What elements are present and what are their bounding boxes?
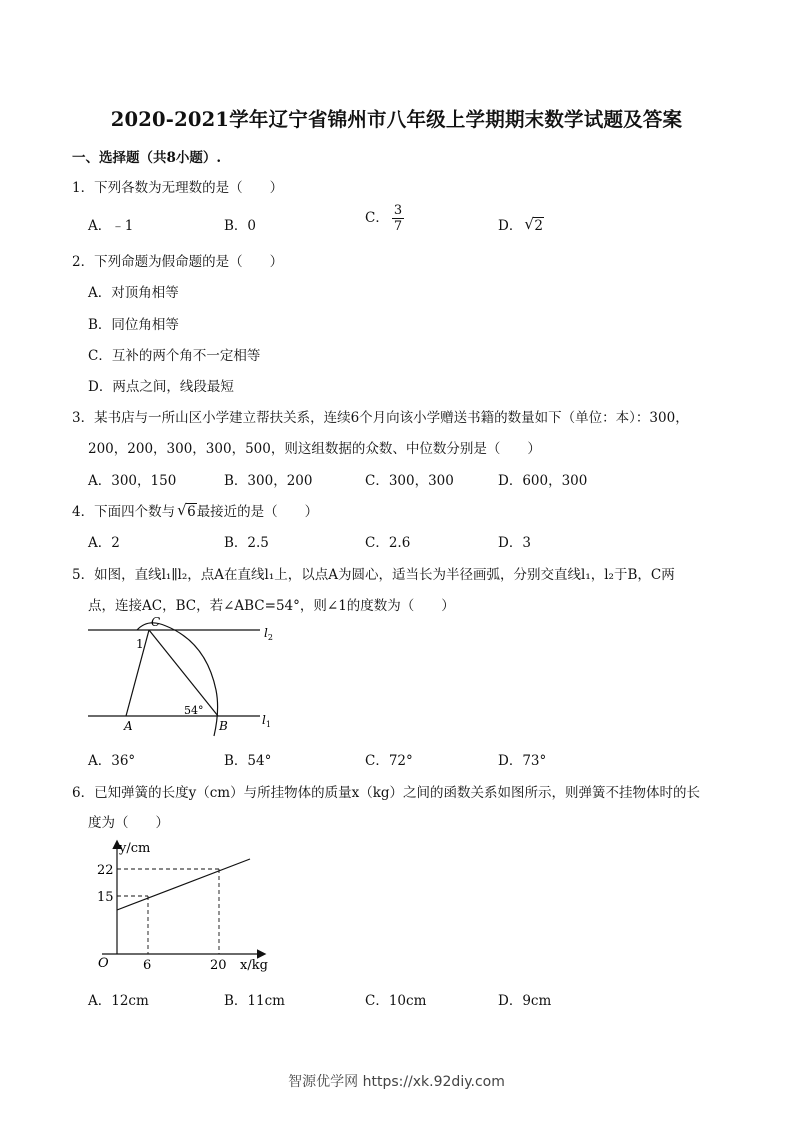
q1-option-c-prefix: C． [365, 210, 389, 226]
fraction-denominator: 7 [393, 219, 403, 234]
q3-option-b: B．300，200 [224, 473, 313, 489]
fraction-numerator: 3 [393, 203, 403, 218]
q4-stem [72, 500, 318, 520]
x-axis-label: x/kg [240, 958, 268, 973]
q4-option-b: B．2.5 [224, 535, 269, 551]
q5-figure [88, 612, 288, 742]
footer-watermark: 智源优学网 https://xk.92diy.com [288, 1074, 505, 1090]
q2-option-b: B．同位角相等 [88, 317, 179, 333]
q5-option-d: D．73° [498, 753, 547, 769]
q1-option-d-prefix: D． [498, 218, 523, 234]
q4-stem-pre: 4．下面四个数与 [72, 504, 176, 520]
q1-option-c [365, 204, 404, 233]
fraction [392, 204, 404, 233]
q6-stem-line1: 6．已知弹簧的长度y（cm）与所挂物体的质量x（kg）之间的函数关系如图所示，则弹簧不挂物体时的长 [72, 785, 701, 801]
sqrt-expression [524, 215, 544, 234]
q6-option-c: C．10cm [365, 993, 427, 1009]
y-axis-label: y/cm [119, 841, 151, 856]
label-l1-main: l [262, 713, 266, 727]
label-c: C [151, 615, 161, 629]
label-angle-54: 54° [184, 704, 204, 717]
radicand: 2 [534, 218, 543, 234]
q6-option-a: A．12cm [88, 993, 149, 1009]
q2-option-c: C．互补的两个角不一定相等 [88, 348, 261, 364]
q5-option-a: A．36° [88, 753, 136, 769]
sqrt-expression [177, 501, 197, 520]
q3-option-a: A．300，150 [88, 473, 177, 489]
label-angle-1: 1 [136, 637, 144, 651]
q6-option-d: D．9cm [498, 993, 552, 1009]
q2-option-a: A．对顶角相等 [88, 285, 179, 301]
q2-stem: 2．下列命题为假命题的是（ ） [72, 254, 284, 270]
q3-option-d: D．600，300 [498, 473, 588, 489]
q3-stem-line1: 3．某书店与一所山区小学建立帮扶关系，连续6个月向该小学赠送书籍的数量如下（单位：本）：300， [72, 410, 689, 426]
x-tick-20: 20 [210, 958, 227, 973]
q4-option-a: A．2 [88, 535, 120, 551]
label-l1-sub: 1 [265, 720, 271, 729]
q3-option-c: C．300，300 [365, 473, 454, 489]
arc [137, 623, 218, 736]
radicand: 6 [187, 504, 196, 520]
q2-option-d: D．两点之间，线段最短 [88, 379, 234, 395]
label-l2-sub: 2 [267, 633, 273, 642]
radical-icon: √ [524, 215, 534, 233]
label-l2 [264, 626, 273, 642]
label-a: A [124, 719, 133, 733]
function-line [117, 859, 250, 910]
q1-option-a: A．﹣1 [88, 218, 134, 234]
y-tick-22: 22 [97, 863, 114, 878]
q6-graph [88, 836, 288, 976]
q4-option-c: C．2.6 [365, 535, 411, 551]
q1-option-b: B．0 [224, 218, 257, 234]
x-tick-6: 6 [143, 958, 152, 973]
q1-stem: 1．下列各数为无理数的是（ ） [72, 180, 284, 196]
label-l1 [262, 713, 271, 729]
q1-option-d [498, 214, 544, 234]
label-b: B [219, 719, 228, 733]
y-tick-15: 15 [97, 890, 114, 905]
q5-option-c: C．72° [365, 753, 413, 769]
origin-label: O [98, 956, 109, 971]
page-title: 2020-2021学年辽宁省锦州市八年级上学期期末数学试题及答案 [110, 108, 683, 131]
q6-stem-line2: 度为（ ） [88, 815, 169, 831]
q3-stem-line2: 200，200，300，300，500，则这组数据的众数、中位数分别是（ ） [88, 441, 541, 457]
label-l2-main: l [264, 626, 268, 640]
section-heading: 一、选择题（共8小题）. [72, 150, 222, 166]
q4-option-d: D．3 [498, 535, 531, 551]
radical-icon: √ [177, 501, 187, 519]
q5-option-b: B．54° [224, 753, 272, 769]
q4-stem-post: 最接近的是（ ） [196, 504, 319, 520]
q5-stem-line2: 点，连接AC，BC，若∠ABC=54°，则∠1的度数为（ ） [88, 598, 455, 614]
q6-option-b: B．11cm [224, 993, 285, 1009]
q5-stem-line1: 5．如图，直线l₁∥l₂，点A在直线l₁上，以点A为圆心，适当长为半径画弧，分别交直线l₁，l₂于B，C两 [72, 567, 675, 583]
